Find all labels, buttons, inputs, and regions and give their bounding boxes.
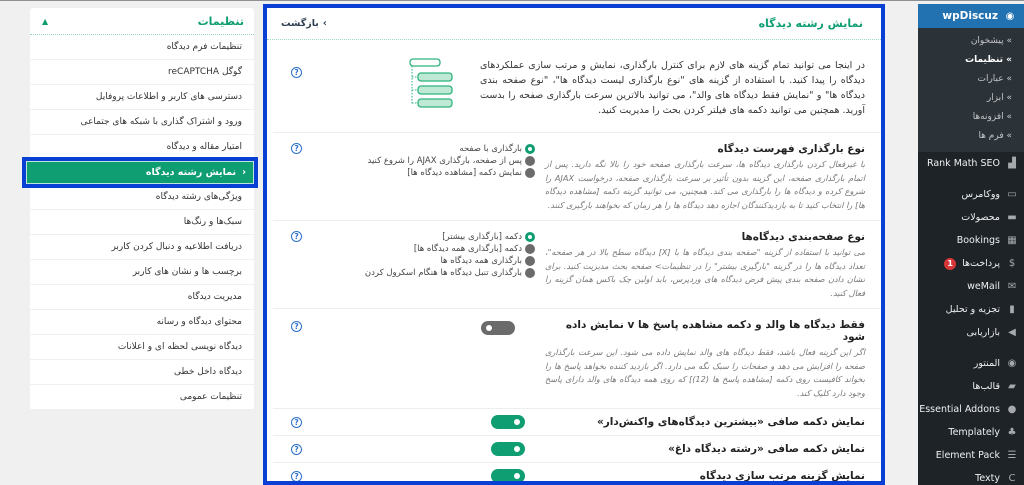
radio-unchecked[interactable] <box>525 168 535 178</box>
wp-submenu-phrases[interactable]: » عبارات <box>977 74 1012 84</box>
setting-title: نمایش دکمه صافی «بیشترین دیدگاه‌های واکنش‌دار» <box>596 416 865 428</box>
settings-item-user-access[interactable]: دسترسی های کاربر و اطلاعات پروفایل <box>30 85 254 110</box>
wp-menu-label: wpDiscuz <box>942 10 998 22</box>
ea-icon: ● <box>1007 404 1017 415</box>
settings-menu-header[interactable] <box>30 8 254 35</box>
wp-submenu-dashboard[interactable]: » پیشخوان <box>970 36 1012 46</box>
wp-menu-label: weMail <box>967 281 1000 292</box>
intro-section <box>273 40 881 133</box>
page-title: نمایش رشته دیدگاه <box>758 17 863 30</box>
radio-option[interactable] <box>368 155 536 166</box>
settings-menu-title: تنظیمات <box>197 14 244 28</box>
radio-unchecked[interactable] <box>525 244 535 254</box>
wp-menu-texty[interactable] <box>918 467 1024 485</box>
wp-menu-label: تجزیه و تحلیل <box>945 304 1000 315</box>
toggle-switch-on[interactable] <box>491 415 525 429</box>
setting-title: نمایش گزینه مرتب سازی دیدگاه <box>699 470 865 482</box>
wp-menu-label: المنتور <box>973 358 1000 369</box>
radio-option[interactable] <box>407 167 535 178</box>
settings-item-recaptcha[interactable]: گوگل reCAPTCHA <box>30 60 254 85</box>
help-icon[interactable]: ? <box>291 444 302 455</box>
wp-submenu-addons[interactable]: » افزونه‌ها <box>972 112 1012 122</box>
wp-menu-analytics[interactable] <box>918 298 1024 321</box>
calendar-icon: ▦ <box>1007 235 1017 246</box>
settings-item-social-login[interactable]: ورود و اشتراک گذاری با شبکه های جتماعی <box>30 110 254 135</box>
settings-item-comment-form[interactable]: تنظیمات فرم دیدگاه <box>30 35 254 60</box>
element-pack-icon: ☰ <box>1007 450 1017 461</box>
wp-admin-sidebar <box>918 4 1024 485</box>
settings-item-label: نمایش رشته دیدگاه <box>145 167 237 178</box>
help-icon[interactable]: ? <box>291 231 302 242</box>
wp-menu-marketing[interactable] <box>918 321 1024 344</box>
wp-menu-label: بازاریابی <box>966 327 1000 338</box>
radio-checked[interactable] <box>525 144 535 154</box>
radio-group <box>365 231 535 300</box>
wp-menu-label: Rank Math SEO <box>926 158 1000 169</box>
setting-description: اگر این گزینه فعال باشد، فقط دیدگاه های والد نمایش داده می شود. این سرعت بارگذاری صفحه را افزایش می دهد و صفحات را سبک نگه می دارد. اگر بازدید کننده بخواهد پاسخ ها را بخواند کافیست روی دکمه [مشاهده پاسخ ها (12)] که روی همه دیدگاه های والد دارای پاسخ وجود دارد کلیک کند. <box>545 347 865 398</box>
radio-option[interactable] <box>442 231 535 242</box>
panel-header <box>267 8 881 40</box>
wp-menu-essential-addons[interactable] <box>918 398 1024 421</box>
wp-menu-label: پرداخت‌ها <box>962 258 1000 269</box>
wp-menu-elementor[interactable] <box>918 352 1024 375</box>
settings-item-thread-display[interactable] <box>30 160 254 185</box>
settings-item-moderation[interactable]: مدیریت دیدگاه <box>30 285 254 310</box>
wp-menu-payments[interactable] <box>918 252 1024 275</box>
help-icon[interactable]: ? <box>291 471 302 482</box>
wp-menu-label: Templately <box>948 427 1000 438</box>
setting-parent-comments-only <box>273 309 881 409</box>
radio-label: دکمه [بارگذاری همه دیدگاه ها] <box>413 243 522 254</box>
toggle-switch-off[interactable] <box>481 321 515 335</box>
wp-menu-wemail[interactable] <box>918 275 1024 298</box>
intro-text: در اینجا می توانید تمام گزینه های لازم برای کنترل بارگذاری، نمایش و مرتب سازی عملکردهای دیدگاه را پیدا کنید. با استفاده از گزینه های "نوع بارگذاری لیست دیدگاه ها"، "نوع صفحه بندی دیدگاه ها" و "نمایش فقط دیدگاه های والد"، می توانید بالاترین سرعت بارگذاری صفحه را بدست آورید. همچنین می توانید دکمه های فیلتر کردن بحث را مدیریت کنید. <box>480 60 865 116</box>
wp-menu-woocommerce[interactable] <box>918 183 1024 206</box>
radio-unchecked[interactable] <box>525 256 535 266</box>
radio-label: نمایش دکمه [مشاهده دیدگاه ها] <box>407 167 522 178</box>
settings-item-styles-colors[interactable]: سبک‌ها و رنگ‌ها <box>30 210 254 235</box>
chart-icon: ▟ <box>1008 158 1016 169</box>
wp-submenu-forms[interactable]: » فرم ها <box>978 131 1012 141</box>
toggle-switch-on[interactable] <box>491 442 525 456</box>
wp-menu-products[interactable] <box>918 206 1024 229</box>
wp-menu-bookings[interactable] <box>918 229 1024 252</box>
radio-group <box>368 143 536 212</box>
woo-icon: ▭ <box>1007 189 1017 200</box>
setting-comment-list-loading-type <box>273 133 881 221</box>
radio-checked[interactable] <box>525 232 535 242</box>
elementor-icon: ◉ <box>1007 358 1017 369</box>
radio-label: بارگذاری با صفحه <box>459 143 522 154</box>
help-icon[interactable]: ? <box>291 143 302 154</box>
wp-menu-label: قالب‌ها <box>972 381 1000 392</box>
help-icon[interactable]: ? <box>291 417 302 428</box>
wp-menu-templates[interactable] <box>918 375 1024 398</box>
settings-item-subscription[interactable]: دریافت اطلاعیه و دنبال کردن کاربر <box>30 235 254 260</box>
setting-description: می توانید با استفاده از گزینه "صفحه بندی دیدگاه ها با [X] دیدگاه سطح بالا در هر صفحه"، تعداد دیدگاه ها را در گزینه "بارگیری بیشتر" را در تنظیمات> صفحه بحث مدیریت کنید. برای نشان دادن صفحه بندی پیش فرض دیدگاه های وردپرس، باید اولین چک باکس همان گزینه را فعال کنید. <box>545 247 865 298</box>
back-link[interactable] <box>281 18 327 29</box>
dollar-icon: $ <box>1008 258 1016 269</box>
wp-submenu <box>918 28 1024 152</box>
settings-item-thread-features[interactable]: ویژگی‌های رشته دیدگاه <box>30 185 254 210</box>
setting-description: با غیرفعال کردن بارگذاری دیدگاه ها، سرعت بارگذاری صفحه خود را بالا نگه دارید. پس از اتمام بارگذاری صفحه، این گزینه بدون تأثیر بر سرعت بارگذاری صفحه، درخواست AJAX را شروع کرده و دیدگاه ها را بارگذاری می کند. همچنین، می توانید گزینه دکمه [مشاهده دیدگاه ها] را انتخاب کنید تا به بازدیدکنندگان اجازه دهد دیدگاه ها را هر زمان که بخواهند بارگیری کنند. <box>545 159 865 210</box>
wp-menu-rank-math[interactable] <box>918 152 1024 175</box>
help-icon[interactable]: ? <box>291 321 302 332</box>
templately-icon: ♣ <box>1007 427 1017 438</box>
radio-label: دکمه [بارگذاری بیشتر] <box>442 231 522 242</box>
wp-submenu-tools[interactable]: » ابزار <box>986 93 1012 103</box>
setting-title: نوع بارگذاری فهرست دیدگاه <box>717 143 865 155</box>
wp-menu-wpdiscuz[interactable] <box>918 4 1024 28</box>
setting-title: نمایش دکمه صافی «رشته دیدگاه داغ» <box>668 443 865 455</box>
wp-menu-label: ووکامرس <box>961 189 1000 200</box>
main-settings-panel <box>263 4 885 485</box>
box-icon: ▬ <box>1007 212 1017 223</box>
caret-up-icon[interactable]: ▲ <box>42 16 49 26</box>
chevron-left-icon: ‹ <box>242 167 246 178</box>
settings-item-general[interactable]: تنظیمات عمومی <box>30 385 254 410</box>
radio-option[interactable] <box>365 267 535 278</box>
setting-pagination-type <box>273 221 881 309</box>
settings-item-content-media[interactable]: محتوای دیدگاه و رسانه <box>30 310 254 335</box>
radio-option[interactable] <box>440 255 535 266</box>
folder-icon: ▰ <box>1008 381 1016 392</box>
settings-item-inline-commenting[interactable]: دیدگاه داخل خطی <box>30 360 254 385</box>
thread-tree-icon <box>404 58 466 110</box>
setting-sort-option <box>273 463 881 485</box>
wp-menu-element-pack[interactable] <box>918 444 1024 467</box>
wp-submenu-settings[interactable]: » تنظیمات <box>965 55 1012 65</box>
wp-menu-label: Essential Addons <box>919 404 1000 415</box>
bar-chart-icon: ▮ <box>1009 304 1015 315</box>
radio-unchecked[interactable] <box>525 156 535 166</box>
chevron-right-icon: › <box>322 18 327 29</box>
setting-hot-thread-filter <box>273 436 881 463</box>
radio-option[interactable] <box>414 243 535 254</box>
setting-most-reacted-filter <box>273 409 881 436</box>
wp-menu-label: Texty <box>975 473 1000 484</box>
megaphone-icon: ◀ <box>1008 327 1016 338</box>
mail-icon: ✉ <box>1007 281 1017 292</box>
texty-icon: C <box>1008 473 1016 484</box>
toggle-switch-on[interactable] <box>491 469 525 483</box>
wp-menu-templately[interactable] <box>918 421 1024 444</box>
settings-item-live-commenting[interactable]: دیدگاه نویسی لحظه ای و اعلانات <box>30 335 254 360</box>
settings-item-rating[interactable]: امتیار مقاله و دیدگاه <box>30 135 254 160</box>
radio-label: بارگذاری همه دیدگاه ها <box>440 255 522 266</box>
wpdiscuz-icon: ◉ <box>1005 10 1015 22</box>
setting-title: نوع صفحه‌بندی دیدگاه‌ها <box>741 231 865 243</box>
wp-menu-label: Element Pack <box>935 450 1000 461</box>
wp-menu-label: محصولات <box>961 212 1000 223</box>
notification-badge: 1 <box>944 258 956 270</box>
back-label: بازگشت <box>281 18 319 29</box>
radio-unchecked[interactable] <box>525 268 535 278</box>
radio-label: بارگذاری تنبل دیدگاه ها هنگام اسکرول کردن <box>364 267 522 278</box>
help-icon[interactable]: ? <box>291 67 302 78</box>
settings-menu <box>30 8 254 410</box>
radio-label: پس از صفحه، بارگذاری AJAX را شروع کنید <box>367 155 522 166</box>
setting-title: فقط دیدگاه ها والد و دکمه مشاهده پاسخ ها v نمایش داده شود <box>565 319 865 343</box>
settings-item-user-labels[interactable]: برچسب ها و نشان های کاربر <box>30 260 254 285</box>
wp-menu-label: Bookings <box>956 235 1000 246</box>
radio-option[interactable] <box>459 143 535 154</box>
